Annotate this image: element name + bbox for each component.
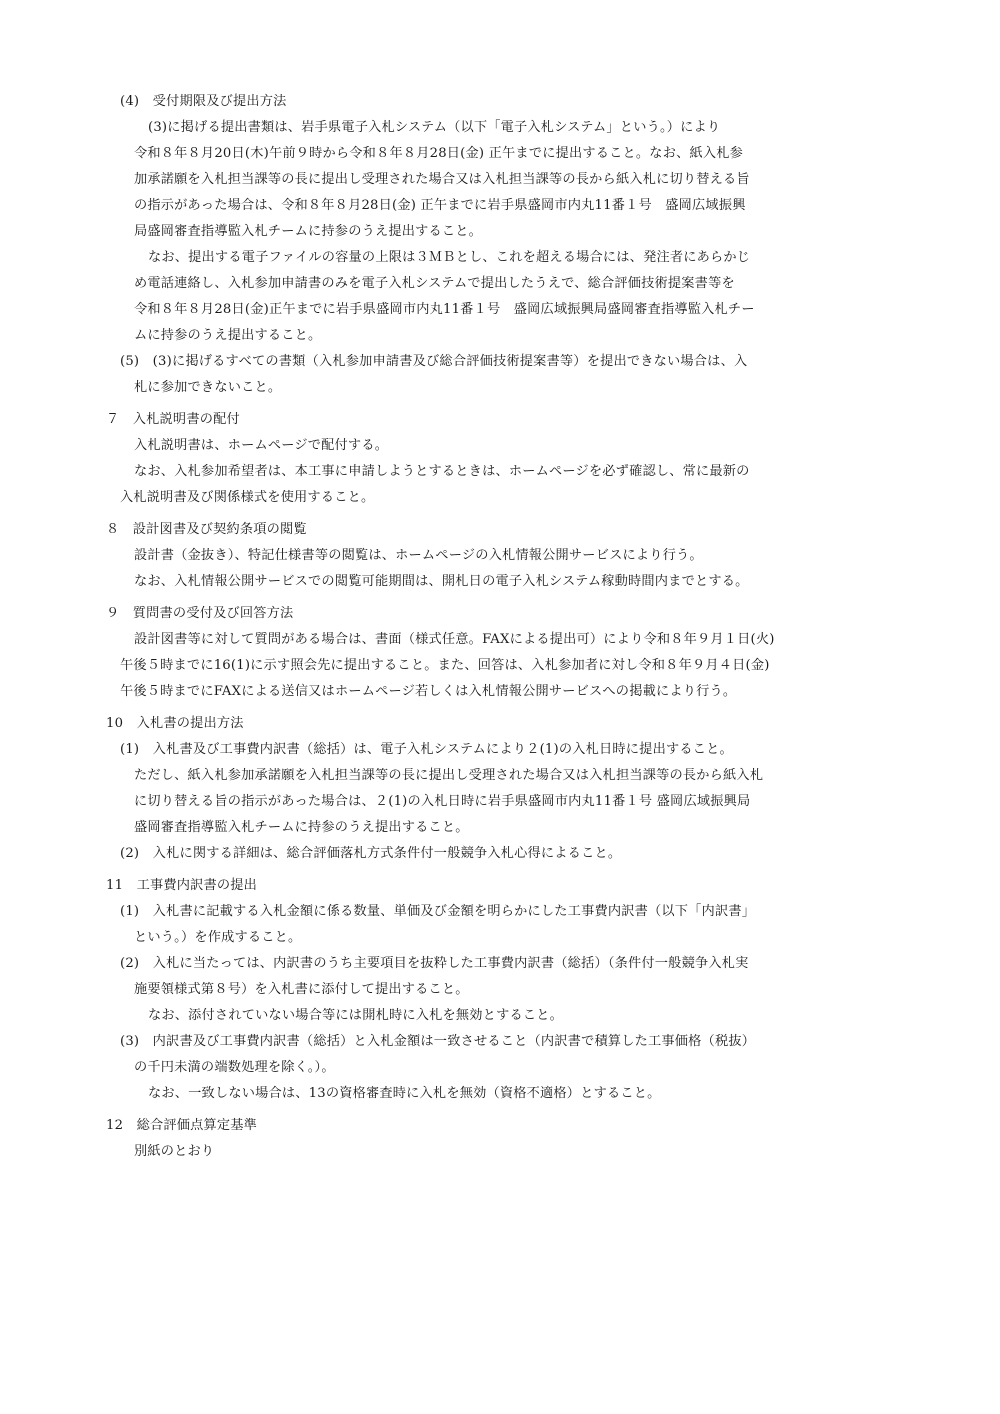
paragraph-line: という。）を作成すること。 xyxy=(134,930,302,945)
paragraph-line: (3)に掲げる提出書類は、岩手県電子入札システム（以下「電子入札システム」という。）により xyxy=(148,120,721,135)
section-9-heading: ９ 質問書の受付及び回答方法 xyxy=(106,606,294,621)
paragraph-line: 盛岡審査指導監入札チームに持参のうえ提出すること。 xyxy=(134,820,469,835)
paragraph-line: の千円未満の端数処理を除く。）。 xyxy=(134,1060,335,1075)
paragraph-line: (2) 入札に当たっては、内訳書のうち主要項目を抜粋した工事費内訳書（総括）（条件付一般競争入札実 xyxy=(120,956,749,971)
paragraph-line: なお、入札情報公開サービスでの閲覧可能期間は、開札日の電子入札システム稼動時間内までとする。 xyxy=(134,574,749,589)
paragraph-line: 加承諾願を入札担当課等の長に提出し受理された場合又は入札担当課等の長から紙入札に切り替える旨 xyxy=(134,172,750,187)
paragraph-line: ムに持参のうえ提出すること。 xyxy=(134,328,322,343)
paragraph-line: (2) 入札に関する詳細は、総合評価落札方式条件付一般競争入札心得によること。 xyxy=(120,846,622,861)
paragraph-line: 午後５時までにFAXによる送信又はホームページ若しくは入札情報公開サービスへの掲載により行う。 xyxy=(120,684,737,699)
paragraph-line: (3) 内訳書及び工事費内訳書（総括）と入札金額は一致させること（内訳書で積算した工事価格（税抜） xyxy=(120,1034,756,1049)
paragraph-line: 設計図書等に対して質問がある場合は、書面（様式任意。FAXによる提出可）により令和８年９月１日(火) xyxy=(134,632,775,647)
paragraph-line: 別紙のとおり xyxy=(134,1144,215,1159)
section-7-heading: ７ 入札説明書の配付 xyxy=(106,412,240,427)
section-10-heading: 10 入札書の提出方法 xyxy=(106,716,244,731)
paragraph-line: 令和８年８月20日(木)午前９時から令和８年８月28日(金) 正午までに提出すること。なお、紙入札参 xyxy=(134,146,744,161)
paragraph-line: 札に参加できないこと。 xyxy=(134,380,282,395)
paragraph-line: 入札説明書は、ホームページで配付する。 xyxy=(134,438,389,453)
paragraph-line: なお、添付されていない場合等には開札時に入札を無効とすること。 xyxy=(148,1008,564,1023)
paragraph-line: 入札説明書及び関係様式を使用すること。 xyxy=(120,490,375,505)
subsection-5-line: (5) (3)に掲げるすべての書類（入札参加申請書及び総合評価技術提案書等）を提出できない場合は、入 xyxy=(120,354,748,369)
section-8-heading: ８ 設計図書及び契約条項の閲覧 xyxy=(106,522,307,537)
section-11-heading: 11 工事費内訳書の提出 xyxy=(106,878,258,893)
paragraph-line: なお、提出する電子ファイルの容量の上限は３ＭＢとし、これを超える場合には、発注者にあらかじ xyxy=(148,250,751,265)
paragraph-line: 午後５時までに16(1)に示す照会先に提出すること。また、回答は、入札参加者に対し令和８年９月４日(金) xyxy=(120,658,770,673)
paragraph-line: 局盛岡審査指導監入札チームに持参のうえ提出すること。 xyxy=(134,224,483,239)
paragraph-line: (1) 入札書に記載する入札金額に係る数量、単価及び金額を明らかにした工事費内訳書（以下「内訳書」 xyxy=(120,904,756,919)
paragraph-line: 令和８年８月28日(金)正午までに岩手県盛岡市内丸11番１号 盛岡広域振興局盛岡審査指導監入札チー xyxy=(134,302,755,317)
paragraph-line: なお、入札参加希望者は、本工事に申請しようとするときは、ホームページを必ず確認し、常に最新の xyxy=(134,464,750,479)
paragraph-line: 設計書（金抜き）、特記仕様書等の閲覧は、ホームページの入札情報公開サービスにより行う。 xyxy=(134,548,703,563)
paragraph-line: なお、一致しない場合は、13の資格審査時に入札を無効（資格不適格）とすること。 xyxy=(148,1086,661,1101)
subsection-4-heading: (4) 受付期限及び提出方法 xyxy=(120,94,287,109)
paragraph-line: ただし、紙入札参加承諾願を入札担当課等の長に提出し受理された場合又は入札担当課等の長から紙入札 xyxy=(134,768,764,783)
paragraph-line: 施要領様式第８号）を入札書に添付して提出すること。 xyxy=(134,982,469,997)
paragraph-line: の指示があった場合は、令和８年８月28日(金) 正午までに岩手県盛岡市内丸11番１号 盛岡広域振興 xyxy=(134,198,746,213)
paragraph-line: め電話連絡し、入札参加申請書のみを電子入札システムで提出したうえで、総合評価技術提案書等を xyxy=(134,276,735,291)
paragraph-line: に切り替える旨の指示があった場合は、２(1)の入札日時に岩手県盛岡市内丸11番１号 盛岡広域振興局 xyxy=(134,794,751,809)
section-12-heading: 12 総合評価点算定基準 xyxy=(106,1118,258,1133)
paragraph-line: (1) 入札書及び工事費内訳書（総括）は、電子入札システムにより２(1)の入札日時に提出すること。 xyxy=(120,742,733,757)
